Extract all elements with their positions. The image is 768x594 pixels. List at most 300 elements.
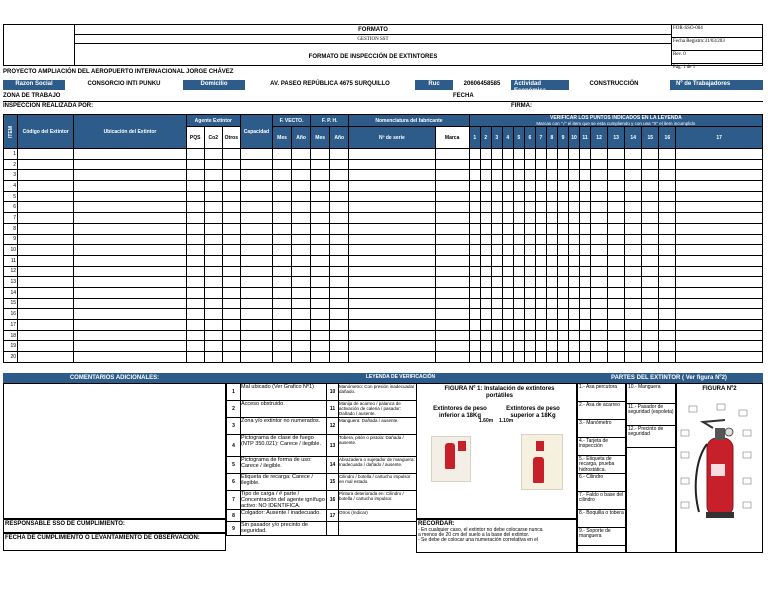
- table-cell[interactable]: [535, 320, 546, 331]
- table-cell[interactable]: [186, 287, 204, 298]
- table-cell[interactable]: [513, 202, 524, 213]
- table-cell[interactable]: [524, 341, 535, 352]
- table-cell[interactable]: [349, 320, 435, 331]
- table-cell[interactable]: [513, 266, 524, 277]
- table-cell[interactable]: [273, 298, 292, 309]
- table-cell[interactable]: [204, 191, 222, 202]
- table-cell[interactable]: [273, 234, 292, 245]
- table-cell[interactable]: [557, 213, 568, 224]
- table-cell[interactable]: [240, 320, 272, 331]
- table-cell[interactable]: [608, 352, 625, 363]
- table-cell[interactable]: [74, 213, 186, 224]
- table-cell[interactable]: [557, 309, 568, 320]
- table-cell[interactable]: [546, 149, 557, 160]
- table-cell[interactable]: [435, 191, 469, 202]
- table-cell[interactable]: [480, 245, 491, 256]
- table-cell[interactable]: [491, 181, 502, 192]
- table-cell[interactable]: [535, 341, 546, 352]
- table-cell[interactable]: [557, 287, 568, 298]
- table-cell[interactable]: [222, 159, 240, 170]
- table-cell[interactable]: [546, 255, 557, 266]
- table-cell[interactable]: [186, 191, 204, 202]
- table-cell[interactable]: [349, 234, 435, 245]
- table-cell[interactable]: [240, 181, 272, 192]
- table-cell[interactable]: [513, 330, 524, 341]
- table-cell[interactable]: [580, 213, 591, 224]
- table-cell[interactable]: [311, 202, 330, 213]
- table-cell[interactable]: [222, 191, 240, 202]
- table-cell[interactable]: [491, 202, 502, 213]
- table-cell[interactable]: [222, 287, 240, 298]
- table-cell[interactable]: [74, 255, 186, 266]
- table-cell[interactable]: [625, 298, 642, 309]
- table-cell[interactable]: [580, 170, 591, 181]
- table-cell[interactable]: [311, 159, 330, 170]
- table-cell[interactable]: [591, 309, 608, 320]
- table-cell[interactable]: [330, 352, 349, 363]
- table-cell[interactable]: [608, 234, 625, 245]
- table-cell[interactable]: [535, 191, 546, 202]
- table-cell[interactable]: [524, 170, 535, 181]
- table-cell[interactable]: [535, 309, 546, 320]
- table-cell[interactable]: [513, 341, 524, 352]
- table-cell[interactable]: [546, 159, 557, 170]
- table-cell[interactable]: [292, 149, 311, 160]
- table-cell[interactable]: [222, 255, 240, 266]
- table-cell[interactable]: [557, 277, 568, 288]
- table-cell[interactable]: [625, 213, 642, 224]
- table-cell[interactable]: [625, 287, 642, 298]
- table-cell[interactable]: [311, 309, 330, 320]
- table-cell[interactable]: [480, 159, 491, 170]
- table-cell[interactable]: [349, 245, 435, 256]
- table-cell[interactable]: [642, 223, 659, 234]
- table-cell[interactable]: [186, 223, 204, 234]
- table-cell[interactable]: [222, 223, 240, 234]
- table-cell[interactable]: [535, 287, 546, 298]
- table-cell[interactable]: [222, 202, 240, 213]
- table-cell[interactable]: [469, 202, 480, 213]
- table-cell[interactable]: [273, 255, 292, 266]
- table-cell[interactable]: [625, 181, 642, 192]
- table-cell[interactable]: [435, 287, 469, 298]
- table-cell[interactable]: [608, 191, 625, 202]
- table-cell[interactable]: [642, 202, 659, 213]
- table-cell[interactable]: [535, 159, 546, 170]
- table-cell[interactable]: [524, 213, 535, 224]
- table-cell[interactable]: [568, 213, 579, 224]
- table-cell[interactable]: [186, 320, 204, 331]
- table-cell[interactable]: [676, 159, 763, 170]
- table-cell[interactable]: [546, 352, 557, 363]
- table-cell[interactable]: [524, 223, 535, 234]
- table-cell[interactable]: [502, 287, 513, 298]
- table-cell[interactable]: [642, 181, 659, 192]
- table-cell[interactable]: [557, 191, 568, 202]
- table-cell[interactable]: [74, 352, 186, 363]
- table-cell[interactable]: [591, 234, 608, 245]
- table-cell[interactable]: [186, 352, 204, 363]
- table-cell[interactable]: [292, 159, 311, 170]
- table-cell[interactable]: [535, 277, 546, 288]
- table-cell[interactable]: [546, 309, 557, 320]
- table-cell[interactable]: [591, 330, 608, 341]
- table-cell[interactable]: [535, 245, 546, 256]
- table-cell[interactable]: [273, 352, 292, 363]
- table-cell[interactable]: [557, 245, 568, 256]
- table-cell[interactable]: [502, 159, 513, 170]
- table-cell[interactable]: [469, 352, 480, 363]
- table-cell[interactable]: [642, 159, 659, 170]
- table-cell[interactable]: [74, 234, 186, 245]
- table-cell[interactable]: [513, 309, 524, 320]
- table-cell[interactable]: [349, 330, 435, 341]
- table-cell[interactable]: [186, 309, 204, 320]
- table-cell[interactable]: [546, 320, 557, 331]
- table-cell[interactable]: [546, 330, 557, 341]
- table-cell[interactable]: [292, 341, 311, 352]
- table-cell[interactable]: [676, 352, 763, 363]
- table-cell[interactable]: [469, 266, 480, 277]
- table-cell[interactable]: [18, 223, 74, 234]
- table-cell[interactable]: [330, 159, 349, 170]
- table-cell[interactable]: [349, 191, 435, 202]
- table-cell[interactable]: [330, 309, 349, 320]
- table-cell[interactable]: [204, 320, 222, 331]
- table-cell[interactable]: [349, 159, 435, 170]
- table-cell[interactable]: [524, 287, 535, 298]
- table-cell[interactable]: [580, 234, 591, 245]
- table-cell[interactable]: [222, 352, 240, 363]
- table-cell[interactable]: [18, 255, 74, 266]
- table-cell[interactable]: [524, 298, 535, 309]
- table-cell[interactable]: [642, 245, 659, 256]
- table-cell[interactable]: [330, 213, 349, 224]
- table-cell[interactable]: [435, 245, 469, 256]
- table-cell[interactable]: [546, 277, 557, 288]
- table-cell[interactable]: [524, 255, 535, 266]
- table-cell[interactable]: [568, 255, 579, 266]
- table-cell[interactable]: [435, 202, 469, 213]
- table-cell[interactable]: [659, 170, 676, 181]
- table-cell[interactable]: [273, 320, 292, 331]
- table-cell[interactable]: [642, 191, 659, 202]
- table-cell[interactable]: [676, 298, 763, 309]
- table-cell[interactable]: [74, 341, 186, 352]
- table-cell[interactable]: [642, 341, 659, 352]
- table-cell[interactable]: [480, 170, 491, 181]
- table-cell[interactable]: [273, 309, 292, 320]
- table-cell[interactable]: [535, 266, 546, 277]
- table-cell[interactable]: [591, 181, 608, 192]
- table-cell[interactable]: [480, 309, 491, 320]
- table-cell[interactable]: [591, 266, 608, 277]
- table-cell[interactable]: [625, 170, 642, 181]
- table-cell[interactable]: [568, 245, 579, 256]
- table-cell[interactable]: [480, 191, 491, 202]
- table-cell[interactable]: [524, 309, 535, 320]
- table-cell[interactable]: [591, 298, 608, 309]
- table-cell[interactable]: [491, 234, 502, 245]
- table-cell[interactable]: [222, 341, 240, 352]
- table-cell[interactable]: [557, 298, 568, 309]
- table-cell[interactable]: [491, 159, 502, 170]
- table-cell[interactable]: [480, 298, 491, 309]
- table-cell[interactable]: [568, 298, 579, 309]
- table-cell[interactable]: [676, 330, 763, 341]
- table-cell[interactable]: [292, 181, 311, 192]
- table-cell[interactable]: [311, 234, 330, 245]
- table-cell[interactable]: [659, 330, 676, 341]
- table-cell[interactable]: [591, 277, 608, 288]
- table-cell[interactable]: [204, 266, 222, 277]
- table-cell[interactable]: [513, 255, 524, 266]
- table-cell[interactable]: [222, 149, 240, 160]
- table-cell[interactable]: [625, 191, 642, 202]
- table-cell[interactable]: [435, 181, 469, 192]
- table-cell[interactable]: [502, 266, 513, 277]
- table-cell[interactable]: [222, 181, 240, 192]
- table-cell[interactable]: [502, 298, 513, 309]
- table-cell[interactable]: [292, 352, 311, 363]
- table-cell[interactable]: [311, 255, 330, 266]
- table-cell[interactable]: [659, 149, 676, 160]
- table-cell[interactable]: [524, 352, 535, 363]
- table-cell[interactable]: [524, 181, 535, 192]
- table-cell[interactable]: [435, 170, 469, 181]
- table-cell[interactable]: [435, 330, 469, 341]
- table-cell[interactable]: [568, 266, 579, 277]
- table-cell[interactable]: [491, 191, 502, 202]
- table-cell[interactable]: [546, 266, 557, 277]
- table-cell[interactable]: [349, 149, 435, 160]
- table-cell[interactable]: [659, 320, 676, 331]
- table-cell[interactable]: [659, 202, 676, 213]
- table-cell[interactable]: [524, 191, 535, 202]
- table-cell[interactable]: [222, 309, 240, 320]
- table-cell[interactable]: [311, 330, 330, 341]
- table-cell[interactable]: [273, 266, 292, 277]
- table-cell[interactable]: [74, 202, 186, 213]
- table-cell[interactable]: [18, 352, 74, 363]
- table-cell[interactable]: [480, 213, 491, 224]
- table-cell[interactable]: [292, 191, 311, 202]
- table-cell[interactable]: [469, 255, 480, 266]
- table-cell[interactable]: [502, 170, 513, 181]
- table-cell[interactable]: [18, 341, 74, 352]
- table-cell[interactable]: [222, 330, 240, 341]
- table-cell[interactable]: [642, 287, 659, 298]
- table-cell[interactable]: [580, 277, 591, 288]
- table-cell[interactable]: [535, 170, 546, 181]
- table-cell[interactable]: [469, 245, 480, 256]
- table-cell[interactable]: [491, 245, 502, 256]
- table-cell[interactable]: [330, 245, 349, 256]
- table-cell[interactable]: [535, 352, 546, 363]
- table-cell[interactable]: [557, 330, 568, 341]
- table-cell[interactable]: [469, 191, 480, 202]
- table-cell[interactable]: [591, 149, 608, 160]
- table-cell[interactable]: [435, 352, 469, 363]
- table-cell[interactable]: [557, 159, 568, 170]
- table-cell[interactable]: [74, 170, 186, 181]
- table-cell[interactable]: [659, 266, 676, 277]
- table-cell[interactable]: [292, 245, 311, 256]
- table-cell[interactable]: [676, 149, 763, 160]
- table-cell[interactable]: [204, 213, 222, 224]
- table-cell[interactable]: [435, 255, 469, 266]
- table-cell[interactable]: [273, 341, 292, 352]
- table-cell[interactable]: [625, 159, 642, 170]
- table-cell[interactable]: [580, 352, 591, 363]
- table-cell[interactable]: [204, 287, 222, 298]
- table-cell[interactable]: [676, 191, 763, 202]
- table-cell[interactable]: [659, 181, 676, 192]
- table-cell[interactable]: [469, 181, 480, 192]
- table-cell[interactable]: [524, 320, 535, 331]
- table-cell[interactable]: [349, 223, 435, 234]
- table-cell[interactable]: [469, 170, 480, 181]
- table-cell[interactable]: [330, 170, 349, 181]
- table-cell[interactable]: [568, 223, 579, 234]
- table-cell[interactable]: [330, 149, 349, 160]
- table-cell[interactable]: [222, 213, 240, 224]
- table-cell[interactable]: [591, 202, 608, 213]
- table-cell[interactable]: [330, 287, 349, 298]
- table-cell[interactable]: [273, 213, 292, 224]
- table-cell[interactable]: [469, 320, 480, 331]
- table-cell[interactable]: [580, 330, 591, 341]
- table-cell[interactable]: [502, 223, 513, 234]
- table-cell[interactable]: [349, 202, 435, 213]
- table-cell[interactable]: [222, 245, 240, 256]
- table-cell[interactable]: [580, 298, 591, 309]
- table-cell[interactable]: [659, 277, 676, 288]
- table-cell[interactable]: [18, 191, 74, 202]
- table-cell[interactable]: [469, 213, 480, 224]
- table-cell[interactable]: [292, 202, 311, 213]
- table-cell[interactable]: [330, 202, 349, 213]
- table-cell[interactable]: [580, 149, 591, 160]
- table-cell[interactable]: [74, 330, 186, 341]
- table-cell[interactable]: [204, 298, 222, 309]
- table-cell[interactable]: [18, 277, 74, 288]
- table-cell[interactable]: [18, 298, 74, 309]
- table-cell[interactable]: [625, 202, 642, 213]
- table-cell[interactable]: [659, 213, 676, 224]
- table-cell[interactable]: [311, 287, 330, 298]
- table-cell[interactable]: [608, 213, 625, 224]
- table-cell[interactable]: [292, 223, 311, 234]
- table-cell[interactable]: [580, 181, 591, 192]
- table-cell[interactable]: [676, 266, 763, 277]
- table-cell[interactable]: [222, 266, 240, 277]
- table-cell[interactable]: [568, 181, 579, 192]
- table-cell[interactable]: [625, 352, 642, 363]
- table-cell[interactable]: [491, 170, 502, 181]
- table-cell[interactable]: [311, 245, 330, 256]
- table-cell[interactable]: [311, 191, 330, 202]
- table-cell[interactable]: [273, 149, 292, 160]
- table-cell[interactable]: [435, 341, 469, 352]
- table-cell[interactable]: [608, 309, 625, 320]
- table-cell[interactable]: [524, 277, 535, 288]
- table-cell[interactable]: [557, 149, 568, 160]
- table-cell[interactable]: [557, 234, 568, 245]
- table-cell[interactable]: [659, 223, 676, 234]
- table-cell[interactable]: [74, 287, 186, 298]
- table-cell[interactable]: [204, 245, 222, 256]
- table-cell[interactable]: [480, 234, 491, 245]
- table-cell[interactable]: [608, 159, 625, 170]
- table-cell[interactable]: [659, 298, 676, 309]
- table-cell[interactable]: [74, 266, 186, 277]
- table-cell[interactable]: [311, 352, 330, 363]
- table-cell[interactable]: [513, 234, 524, 245]
- table-cell[interactable]: [330, 223, 349, 234]
- table-cell[interactable]: [491, 320, 502, 331]
- table-cell[interactable]: [502, 181, 513, 192]
- table-cell[interactable]: [513, 149, 524, 160]
- table-cell[interactable]: [568, 352, 579, 363]
- table-cell[interactable]: [524, 234, 535, 245]
- table-cell[interactable]: [580, 309, 591, 320]
- table-cell[interactable]: [524, 149, 535, 160]
- table-cell[interactable]: [513, 223, 524, 234]
- table-cell[interactable]: [568, 234, 579, 245]
- table-cell[interactable]: [273, 202, 292, 213]
- table-cell[interactable]: [659, 159, 676, 170]
- table-cell[interactable]: [480, 202, 491, 213]
- table-cell[interactable]: [535, 181, 546, 192]
- table-cell[interactable]: [625, 341, 642, 352]
- table-cell[interactable]: [491, 298, 502, 309]
- table-cell[interactable]: [74, 149, 186, 160]
- table-cell[interactable]: [568, 191, 579, 202]
- table-cell[interactable]: [502, 191, 513, 202]
- table-cell[interactable]: [642, 352, 659, 363]
- table-cell[interactable]: [557, 320, 568, 331]
- table-cell[interactable]: [240, 159, 272, 170]
- table-cell[interactable]: [502, 149, 513, 160]
- table-cell[interactable]: [204, 277, 222, 288]
- table-cell[interactable]: [74, 298, 186, 309]
- table-cell[interactable]: [591, 255, 608, 266]
- table-cell[interactable]: [204, 202, 222, 213]
- table-cell[interactable]: [491, 330, 502, 341]
- table-cell[interactable]: [240, 277, 272, 288]
- table-cell[interactable]: [524, 159, 535, 170]
- table-cell[interactable]: [625, 320, 642, 331]
- table-cell[interactable]: [491, 149, 502, 160]
- table-cell[interactable]: [546, 245, 557, 256]
- table-cell[interactable]: [204, 223, 222, 234]
- table-cell[interactable]: [625, 234, 642, 245]
- table-cell[interactable]: [580, 245, 591, 256]
- table-cell[interactable]: [502, 352, 513, 363]
- table-cell[interactable]: [186, 170, 204, 181]
- table-cell[interactable]: [535, 298, 546, 309]
- table-cell[interactable]: [557, 266, 568, 277]
- table-cell[interactable]: [74, 159, 186, 170]
- table-cell[interactable]: [676, 320, 763, 331]
- table-cell[interactable]: [330, 298, 349, 309]
- table-cell[interactable]: [625, 266, 642, 277]
- table-cell[interactable]: [642, 170, 659, 181]
- table-cell[interactable]: [18, 266, 74, 277]
- table-cell[interactable]: [642, 255, 659, 266]
- table-cell[interactable]: [74, 320, 186, 331]
